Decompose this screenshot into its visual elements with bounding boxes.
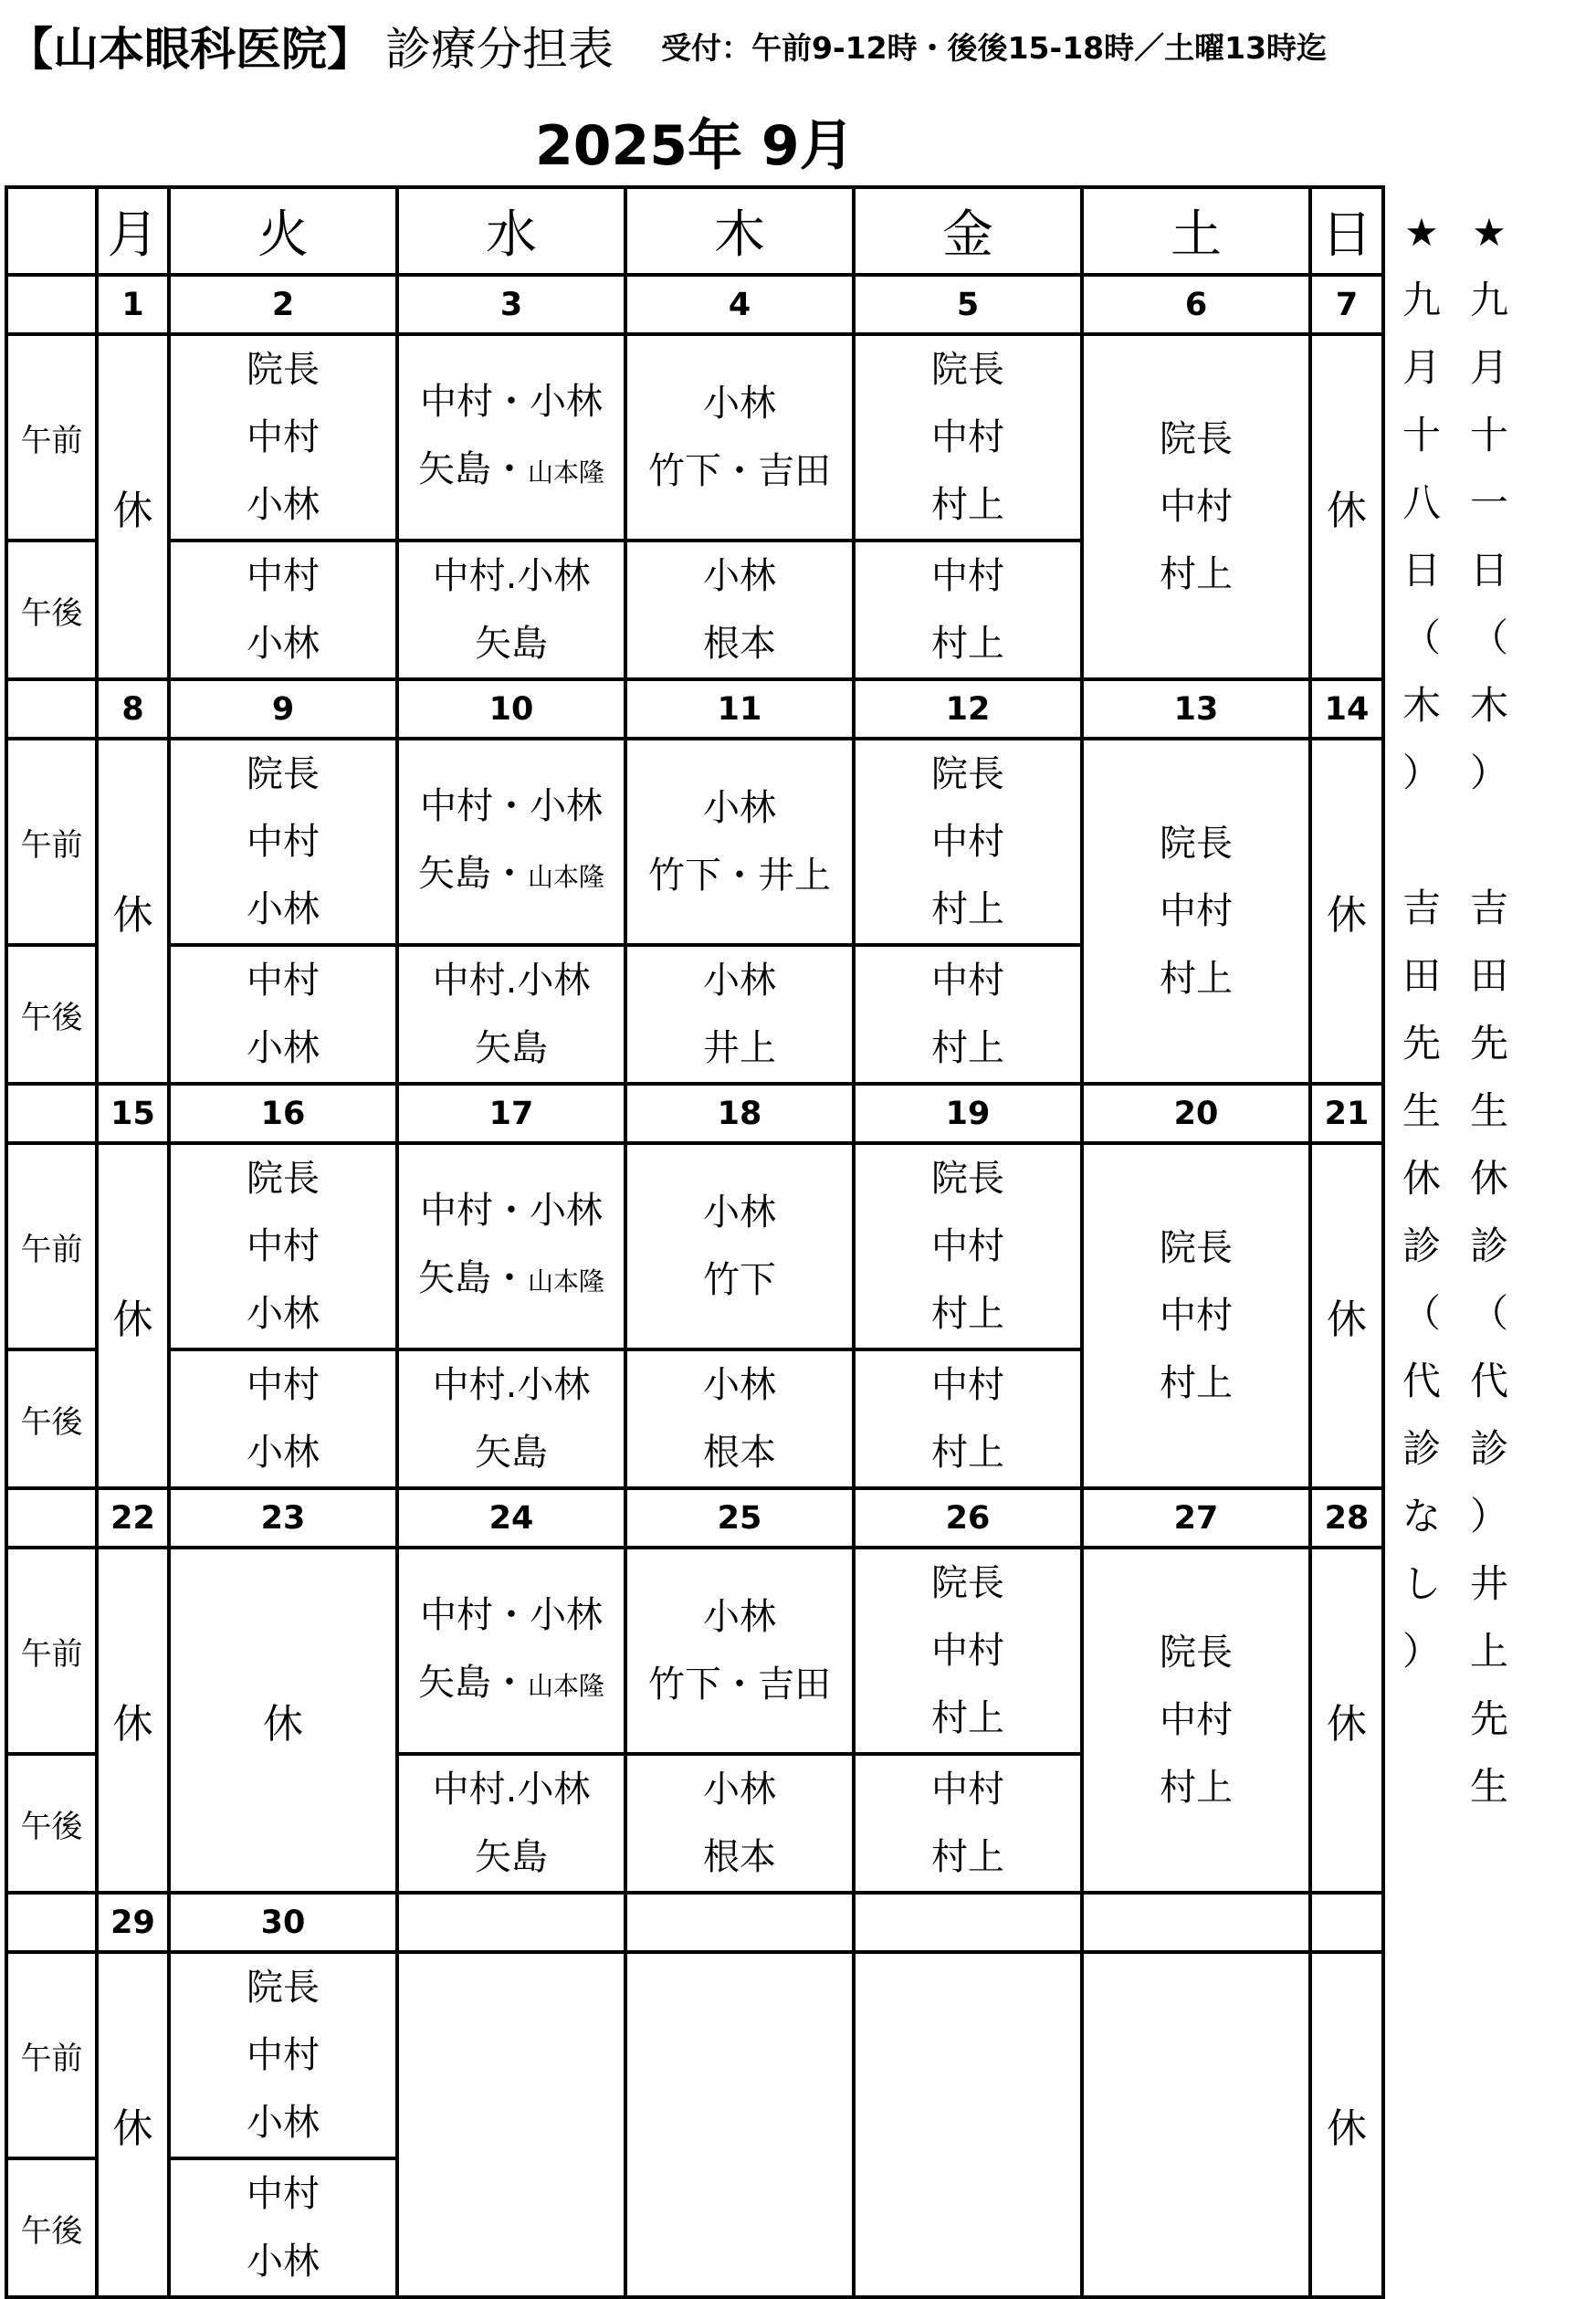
staff-name: 中村.小林 [432,960,591,1002]
note-char: 田 [1402,953,1441,998]
staff-name: 院長 [931,753,1004,795]
staff-cell-am [625,334,854,541]
day-number: 12 [854,679,1082,739]
staff-name: 院長 [247,1158,320,1200]
staff-name-small: 山本隆 [527,1671,604,1701]
day-number [397,1893,625,1952]
staff-cell-pm [397,541,625,679]
period-label-am: 午前 [6,334,97,541]
day-number: 27 [1082,1488,1310,1548]
staff-name: 中村 [247,555,320,597]
staff-name: 中村・小林 [420,1190,603,1232]
note-char: 上 [1469,1629,1508,1674]
staff-cell-am [397,334,625,541]
staff-name: 矢島・ [417,853,528,895]
staff-name: 村上 [931,1293,1004,1335]
day-number: 11 [625,679,854,739]
closed-cell: 休 [169,1548,397,1893]
staff-name: 中村 [247,960,320,1002]
staff-line [399,1649,624,1720]
day-number-row [6,679,1383,739]
staff-name: 中村・小林 [420,1594,603,1636]
staff-name: 村上 [931,1432,1004,1474]
note-char: 吉 [1469,886,1508,930]
note-char: 休 [1469,1156,1508,1201]
staff-name: 小林 [247,1293,320,1335]
note-char: 生 [1469,1088,1508,1133]
blank-cell [6,1893,97,1952]
day-number: 13 [1082,679,1310,739]
day-number: 1 [97,275,169,334]
staff-name: 院長 [931,349,1004,391]
staff-name: 院長 [247,349,320,391]
note-char: 九 [1469,278,1508,322]
staff-name: 中村 [931,555,1004,597]
note-char: （ [1469,1291,1508,1336]
day-number: 6 [1082,275,1310,334]
staff-name: 中村 [931,821,1004,863]
note-char: 九 [1402,278,1441,322]
staff-name: 矢島 [475,1432,548,1474]
closed-cell: 休 [97,1952,169,2297]
staff-cell-am [854,1548,1082,1754]
day-number: 7 [1310,275,1383,334]
staff-name: 中村.小林 [432,1769,591,1811]
staff-cell-am [397,739,625,945]
staff-name: 小林 [703,1769,776,1811]
staff-name: 村上 [931,888,1004,930]
staff-name: 矢島・ [417,448,528,490]
period-label-pm: 午後 [6,541,97,679]
note-char: 先 [1402,1021,1441,1066]
staff-name: 根本 [703,623,776,665]
closed-cell: 休 [97,1548,169,1893]
staff-name: 矢島 [475,1836,548,1878]
staff-line [399,1244,624,1316]
staff-cell-am [625,1143,854,1349]
staff-cell-am [854,739,1082,945]
staff-cell-full-day [1082,1143,1310,1488]
day-number: 10 [397,679,625,739]
day-number: 30 [169,1893,397,1952]
note-char: 木 [1402,683,1441,728]
staff-name: 中村 [931,1630,1004,1672]
note-char: 診 [1469,1426,1508,1471]
closed-cell: 休 [1310,334,1383,679]
morning-row [6,334,1383,541]
staff-name-small: 山本隆 [527,1266,604,1296]
morning-row [6,1548,1383,1754]
weekday-header: 火 [169,187,397,275]
day-number: 20 [1082,1084,1310,1143]
note-char: ） [1402,1629,1441,1674]
staff-name: 中村 [247,416,320,458]
blank-cell [6,679,97,739]
closed-cell: 休 [97,334,169,679]
staff-name: 竹下 [703,1259,776,1301]
empty-cell [397,1952,625,2297]
staff-name-small: 山本隆 [527,457,604,488]
note-char: 生 [1402,1088,1441,1133]
staff-cell-am [625,739,854,945]
staff-name: 村上 [1160,1767,1233,1809]
staff-name: 矢島・ [417,1662,528,1704]
day-number: 26 [854,1488,1082,1548]
staff-name: 村上 [931,623,1004,665]
staff-cell-pm [169,2158,397,2297]
staff-name: 村上 [931,1836,1004,1878]
staff-cell-am [169,334,397,541]
day-number [1310,1893,1383,1952]
staff-name: 中村 [247,2173,320,2215]
note-char: ★ [1472,210,1507,255]
period-label-am: 午前 [6,739,97,945]
staff-cell-pm [169,1349,397,1488]
staff-cell-pm [854,1754,1082,1893]
note-char: 田 [1469,953,1508,998]
staff-name: 村上 [931,484,1004,526]
empty-cell [625,1952,854,2297]
staff-name: 院長 [931,1158,1004,1200]
staff-name: 小林 [247,623,320,665]
note-char: し [1402,1561,1441,1606]
staff-cell-pm [625,945,854,1084]
staff-name: 小林 [703,787,776,829]
day-number: 17 [397,1084,625,1143]
note-char: ★ [1404,210,1439,255]
day-number: 28 [1310,1488,1383,1548]
staff-name: 中村 [247,1225,320,1267]
staff-name: 竹下・吉田 [648,450,831,492]
note-char: ） [1402,751,1441,795]
day-number-row [6,1893,1383,1952]
staff-name: 中村 [931,1364,1004,1406]
staff-name: 小林 [247,1432,320,1474]
staff-name: 院長 [247,753,320,795]
day-number: 21 [1310,1084,1383,1143]
staff-cell-pm [625,1349,854,1488]
empty-cell [1082,1952,1310,2297]
day-number: 24 [397,1488,625,1548]
note-char: 月 [1402,345,1441,390]
note-char: 代 [1469,1359,1508,1403]
note-char: な [1402,1494,1441,1538]
note-char: 一 [1469,480,1508,525]
staff-name: 小林 [703,960,776,1002]
staff-name: 中村 [1160,890,1233,932]
staff-name: 中村 [247,821,320,863]
note-char: 診 [1402,1223,1441,1268]
closed-cell: 休 [1310,1548,1383,1893]
note-char: ） [1469,751,1508,795]
note-char [1389,807,1454,875]
month-title: 2025年 9月 [535,114,855,178]
staff-cell-pm [397,1754,625,1893]
period-label-am: 午前 [6,1952,97,2158]
staff-name: 村上 [931,1027,1004,1069]
staff-cell-pm [397,1349,625,1488]
staff-cell-full-day [1082,739,1310,1084]
staff-name: 小林 [703,555,776,597]
closed-cell: 休 [97,1143,169,1488]
day-number-row [6,275,1383,334]
staff-cell-am [854,334,1082,541]
staff-line [399,840,624,911]
staff-name: 院長 [1160,418,1233,460]
closed-cell: 休 [1310,1143,1383,1488]
staff-name: 小林 [247,484,320,526]
day-number: 16 [169,1084,397,1143]
day-number-row [6,1084,1383,1143]
day-number [625,1893,854,1952]
day-number-row [6,1488,1383,1548]
staff-name: 根本 [703,1836,776,1878]
staff-name: 中村.小林 [432,555,591,597]
note-char: 日 [1469,548,1508,593]
staff-cell-full-day [1082,334,1310,679]
staff-name: 中村・小林 [420,785,603,827]
note-column [1456,199,1522,1821]
note-char: （ [1402,615,1441,660]
staff-cell-full-day [1082,1548,1310,1893]
staff-cell-pm [169,541,397,679]
staff-name: 小林 [247,1027,320,1069]
staff-name: 小林 [247,2241,320,2283]
staff-name: 矢島 [475,623,548,665]
staff-cell-am [397,1143,625,1349]
staff-name: 中村 [1160,486,1233,528]
staff-name: 中村 [247,2034,320,2076]
weekday-header: 木 [625,187,854,275]
staff-cell-pm [854,541,1082,679]
morning-row [6,1952,1383,2158]
staff-cell-pm [854,945,1082,1084]
reception-hours: 受付：午前9-12時・後後15-18時／土曜13時迄 [661,29,1328,66]
staff-name: 院長 [1160,823,1233,865]
period-label-am: 午前 [6,1548,97,1754]
day-number: 15 [97,1084,169,1143]
note-char: 吉 [1402,886,1441,930]
note-char: 木 [1469,683,1508,728]
staff-name: 院長 [1160,1632,1233,1674]
weekday-header: 金 [854,187,1082,275]
staff-name: 中村 [931,1769,1004,1811]
staff-name: 中村 [931,960,1004,1002]
staff-name: 小林 [703,1364,776,1406]
staff-cell-am [397,1548,625,1754]
staff-name: 村上 [1160,553,1233,595]
staff-name: 中村・小林 [420,381,603,423]
day-number: 5 [854,275,1082,334]
day-number [854,1893,1082,1952]
weekday-header: 日 [1310,187,1383,275]
note-char: 八 [1402,480,1441,525]
period-label-pm: 午後 [6,1349,97,1488]
staff-name: 根本 [703,1432,776,1474]
staff-cell-pm [625,1754,854,1893]
staff-cell-pm [397,945,625,1084]
blank-cell [6,1084,97,1143]
weekday-header: 水 [397,187,625,275]
staff-name: 井上 [703,1027,776,1069]
note-char: （ [1469,615,1508,660]
staff-name: 院長 [247,1967,320,2009]
day-number: 4 [625,275,854,334]
staff-name: 竹下・吉田 [648,1664,831,1706]
note-char: ） [1469,1494,1508,1538]
closed-cell: 休 [1310,1952,1383,2297]
staff-name: 村上 [1160,958,1233,1000]
staff-cell-am [854,1143,1082,1349]
document-title: 診療分担表 [385,23,614,76]
staff-cell-am [169,1952,397,2158]
note-char: 日 [1402,548,1441,593]
staff-name: 矢島 [475,1027,548,1069]
staff-name: 小林 [703,1596,776,1638]
staff-name: 小林 [247,888,320,930]
morning-row [6,1143,1383,1349]
page-header [7,13,1587,77]
blank-cell [6,1488,97,1548]
staff-name: 竹下・井上 [648,855,831,897]
corner-cell [6,187,97,275]
day-number: 23 [169,1488,397,1548]
weekday-header: 土 [1082,187,1310,275]
morning-row [6,739,1383,945]
day-number: 9 [169,679,397,739]
day-number: 25 [625,1488,854,1548]
period-label-am: 午前 [6,1143,97,1349]
day-number: 22 [97,1488,169,1548]
blank-cell [6,275,97,334]
staff-line [399,436,624,507]
period-label-pm: 午後 [6,1754,97,1893]
staff-cell-pm [625,541,854,679]
staff-name: 矢島・ [417,1257,528,1299]
period-label-pm: 午後 [6,2158,97,2297]
staff-name: 中村 [931,416,1004,458]
staff-name: 院長 [1160,1227,1233,1269]
day-number: 14 [1310,679,1383,739]
staff-cell-am [625,1548,854,1754]
note-char: 十 [1402,413,1441,457]
day-number: 8 [97,679,169,739]
staff-cell-am [169,739,397,945]
staff-name: 中村.小林 [432,1364,591,1406]
closed-cell: 休 [1310,739,1383,1084]
note-char: 休 [1402,1156,1441,1201]
note-char: 代 [1402,1359,1441,1403]
day-number: 29 [97,1893,169,1952]
staff-name: 院長 [931,1562,1004,1604]
staff-cell-pm [854,1349,1082,1488]
empty-cell [854,1952,1082,2297]
note-column [1389,199,1454,1685]
staff-name: 中村 [1160,1295,1233,1337]
note-char: 生 [1469,1764,1508,1809]
day-number [1082,1893,1310,1952]
note-char: 井 [1469,1561,1508,1606]
staff-cell-am [169,1143,397,1349]
staff-name: 小林 [703,383,776,425]
clinic-name: 【山本眼科医院】 [7,23,373,76]
schedule-table [5,185,1385,2299]
staff-name: 中村 [1160,1699,1233,1741]
day-number: 3 [397,275,625,334]
staff-cell-pm [169,945,397,1084]
staff-name: 村上 [931,1697,1004,1739]
note-char: 先 [1469,1021,1508,1066]
note-char: 診 [1402,1426,1441,1471]
staff-name: 小林 [247,2102,320,2144]
weekday-header: 月 [97,187,169,275]
note-char [1456,807,1522,875]
staff-name: 小林 [703,1191,776,1233]
note-char: 十 [1469,413,1508,457]
staff-name: 中村 [247,1364,320,1406]
note-char: 先 [1469,1696,1508,1741]
staff-name-small: 山本隆 [527,862,604,892]
weekday-header-row [6,187,1383,275]
staff-name: 村上 [1160,1362,1233,1404]
closed-cell: 休 [97,739,169,1084]
day-number: 19 [854,1084,1082,1143]
note-char: 月 [1469,345,1508,390]
staff-name: 中村 [931,1225,1004,1267]
note-char: 診 [1469,1223,1508,1268]
day-number: 2 [169,275,397,334]
note-char: （ [1402,1291,1441,1336]
day-number: 18 [625,1084,854,1143]
period-label-pm: 午後 [6,945,97,1084]
